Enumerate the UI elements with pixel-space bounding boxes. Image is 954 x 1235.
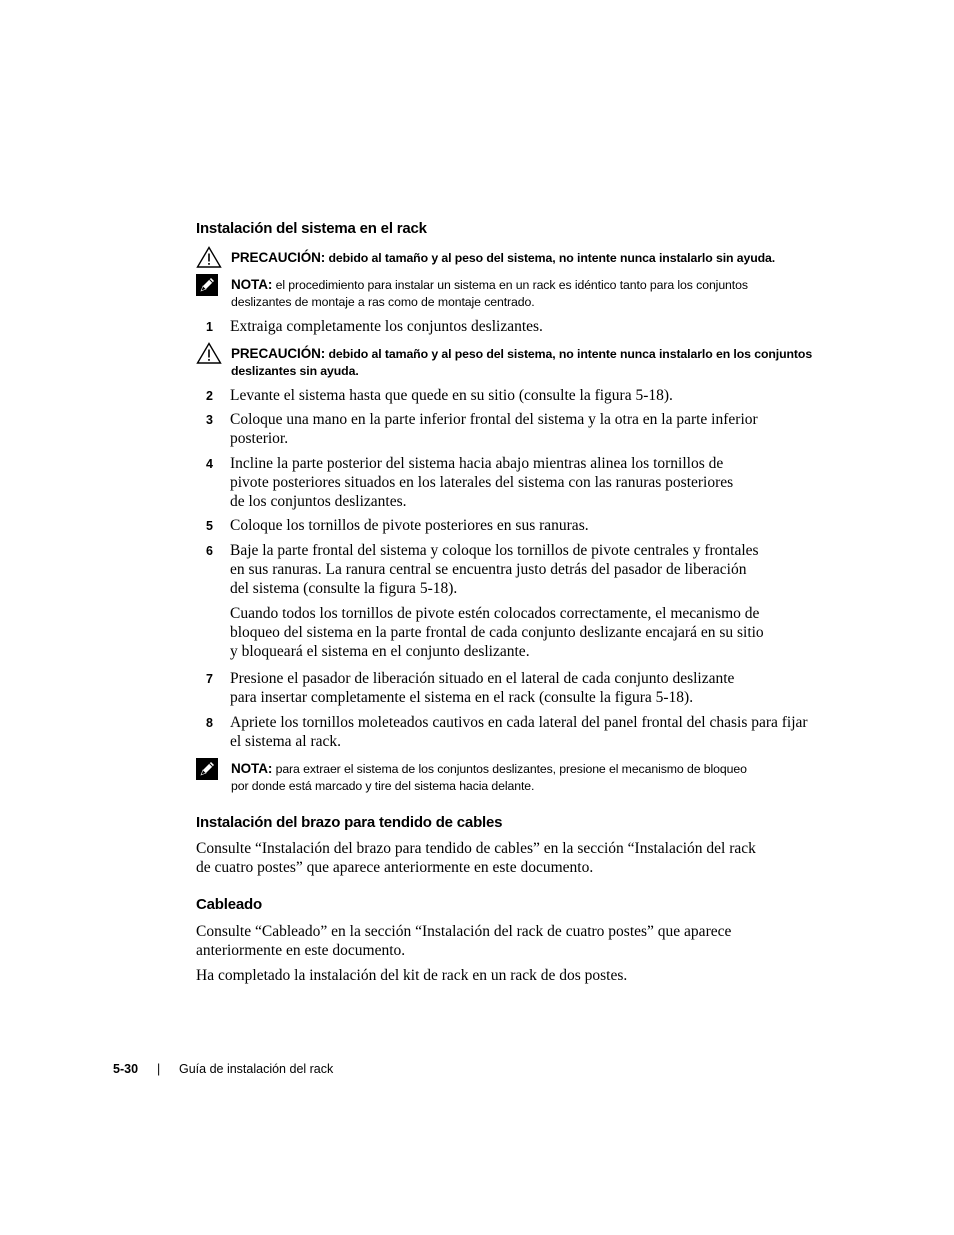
caution-label: PRECAUCIÓN:	[231, 250, 326, 265]
step-number: 5	[206, 519, 213, 533]
caution-triangle-icon	[196, 342, 222, 364]
step-text-line: Baje la parte frontal del sistema y coloque los tornillos de pivote centrales y frontales	[230, 542, 759, 559]
step-number: 7	[206, 672, 213, 686]
step-text-line: Cuando todos los tornillos de pivote estén colocados correctamente, el mecanismo de	[230, 605, 760, 622]
step-number: 4	[206, 457, 213, 471]
step-number: 1	[206, 320, 213, 334]
section-heading: Cableado	[196, 896, 262, 913]
caution-text-line: debido al tamaño y al peso del sistema, no intente nunca instalarlo en los conjuntos	[328, 347, 813, 361]
step-text-line: Coloque una mano en la parte inferior frontal del sistema y la otra en la parte inferior	[230, 411, 758, 428]
body-paragraph	[196, 922, 816, 960]
section-heading: Instalación del brazo para tendido de cables	[196, 814, 503, 831]
caution-triangle-icon	[196, 246, 222, 268]
paragraph-line: de cuatro postes” que aparece anteriormente en este documento.	[196, 859, 594, 876]
caution-label: PRECAUCIÓN:	[231, 346, 326, 361]
note-text-line: para extraer el sistema de los conjuntos deslizantes, presione el mecanismo de bloqueo	[275, 762, 747, 776]
footer-doc-title: Guía de instalación del rack	[179, 1062, 334, 1076]
caution-text-line: debido al tamaño y al peso del sistema, no intente nunca instalarlo sin ayuda.	[328, 251, 776, 265]
section-heading: Instalación del sistema en el rack	[196, 220, 427, 237]
step-number: 8	[206, 716, 213, 730]
step-text-line: el sistema al rack.	[230, 733, 342, 750]
step-text-line: Incline la parte posterior del sistema hacia abajo mientras alinea los tornillos de	[230, 455, 724, 472]
note-text-line: por donde está marcado y tire del sistema hacia delante.	[231, 779, 535, 793]
note-notice	[231, 760, 821, 795]
step-number: 6	[206, 544, 213, 558]
step-text-line: Apriete los tornillos moleteados cautivos en cada lateral del panel frontal del chasis para fijar	[230, 714, 808, 731]
caution-notice	[231, 345, 821, 380]
step-text-line: para insertar completamente el sistema en el rack (consulte la figura 5-18).	[230, 689, 694, 706]
page-number: 5-30	[113, 1062, 139, 1076]
body-paragraph	[196, 839, 816, 877]
step-text-line: posterior.	[230, 430, 289, 447]
step-text-line: Levante el sistema hasta que quede en su sitio (consulte la figura 5-18).	[230, 387, 673, 404]
step-text-line: Presione el pasador de liberación situado en el lateral de cada conjunto deslizante	[230, 670, 735, 687]
body-paragraph	[196, 966, 816, 985]
paragraph-line: Consulte “Cableado” en la sección “Instalación del rack de cuatro postes” que aparece	[196, 923, 732, 940]
step-text-line: en sus ranuras. La ranura central se encuentra justo detrás del pasador de liberación	[230, 561, 747, 578]
step-text-line: Coloque los tornillos de pivote posteriores en sus ranuras.	[230, 517, 589, 534]
step-text-line: pivote posteriores situados en los laterales del sistema con las ranuras posteriores	[230, 474, 734, 491]
note-text-line: deslizantes de montaje a ras como de montaje centrado.	[231, 295, 535, 309]
step-text-line: de los conjuntos deslizantes.	[230, 493, 407, 510]
paragraph-line: anteriormente en este documento.	[196, 942, 406, 959]
step-text-line: bloqueo del sistema en la parte frontal de cada conjunto deslizante encajará en su sitio	[230, 624, 764, 641]
step-text-line: Extraiga completamente los conjuntos deslizantes.	[230, 318, 543, 335]
paragraph-line: Ha completado la instalación del kit de rack en un rack de dos postes.	[196, 967, 628, 984]
note-text-line: el procedimiento para instalar un sistema en un rack es idéntico tanto para los conjuntos	[275, 278, 748, 292]
note-pencil-icon	[196, 758, 222, 780]
step-text-line: del sistema (consulte la figura 5-18).	[230, 580, 458, 597]
step-text-line: y bloqueará el sistema en el conjunto deslizante.	[230, 643, 530, 660]
step-number: 3	[206, 413, 213, 427]
note-label: NOTA:	[231, 761, 273, 776]
footer-separator: |	[157, 1062, 161, 1076]
caution-text-line: deslizantes sin ayuda.	[231, 364, 359, 378]
caution-notice	[231, 249, 821, 267]
paragraph-line: Consulte “Instalación del brazo para tendido de cables” en la sección “Instalación del rack	[196, 840, 756, 857]
note-notice	[231, 276, 821, 311]
note-label: NOTA:	[231, 277, 273, 292]
step-number: 2	[206, 389, 213, 403]
note-pencil-icon	[196, 274, 222, 296]
